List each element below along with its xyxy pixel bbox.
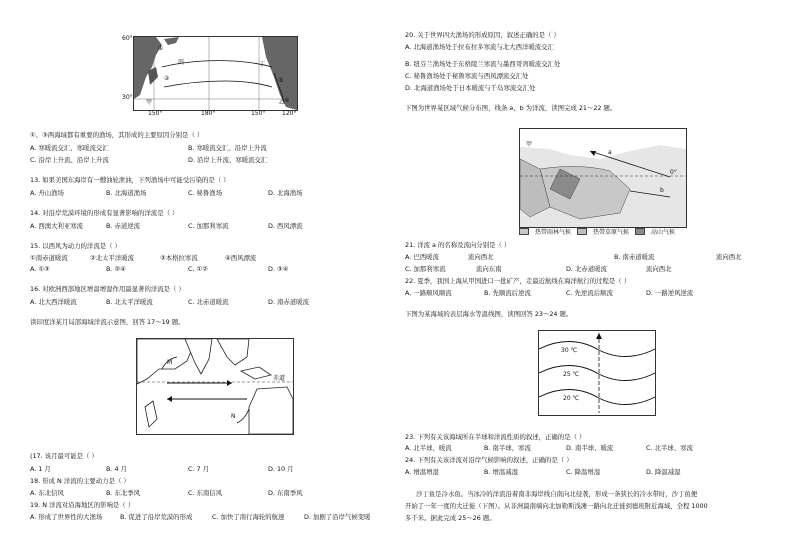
q13-option-c: C. 秘鲁渔场 xyxy=(188,189,223,197)
q19-option-b: B. 促进了沿岸荒漠的形成 xyxy=(120,513,193,521)
q24-option-d: D. 降温减湿 xyxy=(646,468,681,476)
q13-option-a: A. 舟山渔场 xyxy=(30,189,64,197)
isotherm-25: 25 ℃ xyxy=(563,371,580,378)
q23-option-c: C. 北半球、寒流 xyxy=(646,444,693,452)
map3-label-equator: 0° xyxy=(670,169,677,176)
climate-legend xyxy=(519,227,675,235)
q22-option-a: A. 一路顺风顺流 xyxy=(405,289,452,297)
q22-option-c: C. 先逆流后顺流 xyxy=(566,289,613,297)
q16-option-b: B. 北太平洋暖流 xyxy=(106,298,153,306)
q20-option-b: B. 纽芬兰渔场处于东格陵兰寒流与墨西哥湾暖流交汇处 xyxy=(405,60,561,68)
intro-17-19: 读印度洋某月局部海域洋流示意图，回答 17～19 题。 xyxy=(30,318,185,326)
q18-option-d: D. 东南季风 xyxy=(268,489,303,497)
legend-swatch-rainforest xyxy=(519,228,529,235)
q19-option-d: D. 加剧了沿岸气候变暖 xyxy=(304,513,371,521)
q14-stem: 14. 对沿岸荒漠环境的形成有显著影响的洋流是（ ） xyxy=(30,209,179,217)
map2-label-m: M xyxy=(167,359,173,366)
q20-option-d: D. 北海道渔场处于日本暖流与千岛寒流交汇处 xyxy=(405,84,536,92)
q21-option-c-dir: 流向东南 xyxy=(476,265,502,273)
q13-stem: 13. 如果美国东海岸有一艘油轮泄油，下列渔场中可能受污染的是（ ） xyxy=(30,176,230,184)
q21-option-d-dir: 流向西北 xyxy=(646,265,672,273)
q23-option-a: A. 北半球、暖流 xyxy=(405,444,452,452)
map1-label-bing: 丙 xyxy=(178,59,185,66)
intro-23-24: 下图为某海域的表层海水等温线图，读图回答 23～24 题。 xyxy=(405,310,573,318)
q23-stem: 23. 下列有关该海域所在半球和洋流性质的叙述，正确的是（ ） xyxy=(405,433,586,441)
q17-stem: (17. 该月最可能是（ ） xyxy=(30,452,98,460)
map3-label-jia: 甲 xyxy=(526,141,533,148)
q16-option-d: D. 南赤道暖流 xyxy=(268,298,309,306)
q20-stem: 20. 关于世界四大渔场的形成原因，叙述正确的是（ ） xyxy=(405,31,560,39)
q15-option-b: B. ②④ xyxy=(106,265,126,273)
q22-option-d: D. 一路逆风逆流 xyxy=(646,289,694,297)
lon-150w-label: 150° xyxy=(251,110,266,117)
isotherm-drawing xyxy=(539,331,655,415)
q15-option-c: C. ①② xyxy=(188,265,208,273)
pacific-current-map xyxy=(133,36,298,111)
q21-option-b-dir: 流向西北 xyxy=(716,253,742,261)
q21-option-c: C. 加那利寒流 xyxy=(405,265,446,273)
q15-item-2: ②北太平洋暖流 xyxy=(90,254,135,262)
q15-item-1: ①南赤道暖流 xyxy=(30,254,68,262)
climate-map-drawing xyxy=(520,129,686,227)
legend-swatch-savanna xyxy=(577,228,587,235)
isotherm-20: 20 ℃ xyxy=(563,395,580,402)
q19-stem: 19. N 洋流对沿海地区的影响是（ ） xyxy=(30,501,135,509)
map1-label-4: ④ xyxy=(284,97,290,104)
q24-option-b: B. 增温减湿 xyxy=(484,468,519,476)
q24-option-c: C. 降温增湿 xyxy=(566,468,601,476)
lat-30-label: 30° xyxy=(122,94,133,101)
q18-stem: 18. 形成 N 洋流的主要动力是（ ） xyxy=(30,477,130,485)
q16-option-c: C. 北赤道暖流 xyxy=(188,298,229,306)
q19-option-a: A. 形成了世界性的大渔场 xyxy=(30,513,103,521)
q23-option-d: D. 南半球、暖流 xyxy=(566,444,614,452)
q21-option-a-dir: 流向西北 xyxy=(468,253,494,261)
map2-label-equator: 赤道 xyxy=(273,375,286,382)
q12-option-c: C. 沿岸上升流、沿岸上升流 xyxy=(30,156,109,164)
map1-label-ding: 丁 xyxy=(259,61,266,68)
map3-label-b: b xyxy=(660,187,664,194)
map3-label-a: a xyxy=(608,149,612,156)
q13-option-b: B. 北海道渔场 xyxy=(106,189,147,197)
isotherm-map xyxy=(538,330,656,416)
legend-swatch-highland xyxy=(635,228,645,235)
q18-option-b: B. 东北季风 xyxy=(106,489,141,497)
q14-option-c: C. 加那利寒流 xyxy=(188,222,229,230)
q17-option-c: C. 7 月 xyxy=(188,465,210,473)
q17-option-a: A. 1 月 xyxy=(30,465,51,473)
map1-label-3: ③ xyxy=(278,77,284,84)
q22-stem: 22. 夏季，我国上海从甲国进口一批矿产，走最近航线在海洋航行的过程是（ ） xyxy=(405,277,631,285)
climate-region-map xyxy=(519,128,687,228)
lon-180-label: 180° xyxy=(201,110,216,117)
q21-option-a: A. 巴西暖流 xyxy=(405,253,439,261)
q14-option-a: A. 西澳大利亚寒流 xyxy=(30,222,84,230)
sardine-para-line-3: 多千米。据此完成 25～26 题。 xyxy=(405,514,496,522)
lon-120w-label: 120° xyxy=(282,110,297,117)
kamchatka xyxy=(164,37,179,45)
q21-option-d: D. 北赤道暖流 xyxy=(566,265,607,273)
q22-option-b: B. 先顺流后逆流 xyxy=(484,289,531,297)
map1-label-yi: 乙 xyxy=(279,99,286,106)
q19-option-c: C. 加快了南行海轮的航速 xyxy=(212,513,285,521)
legend-rainforest: 热带雨林气候 xyxy=(535,228,572,236)
q21-option-b: B. 南赤道暖流 xyxy=(614,253,655,261)
q21-stem: 21. 洋流 a 的名称及流向分别是（ ） xyxy=(405,241,511,249)
sardine-para-line-2: 开始了一年一度的大迁徙（下图）。从非洲最南端向北加勒斯浅滩一路向北迁徙到德班附近海域，全程 1000 xyxy=(405,502,708,510)
q15-item-3: ③本格拉寒流 xyxy=(160,254,198,262)
q24-stem: 24. 下列有关该洋流对沿岸气候影响的叙述，正确的是（ ） xyxy=(405,456,573,464)
q23-option-b: B. 南半球、寒流 xyxy=(484,444,531,452)
legend-savanna: 热带草原气候 xyxy=(593,228,630,236)
q12-stem: ①、③两海域都有重要的渔场，其形成的主要原因分别是（ ） xyxy=(30,131,204,139)
map1-label-jia: 甲 xyxy=(146,99,153,106)
lat-60-label: 60° xyxy=(122,35,133,42)
q12-option-d: D. 沿岸上升流、寒暖流交汇 xyxy=(188,156,268,164)
q17-option-d: D. 10 月 xyxy=(268,465,294,473)
lon-150e-label: 150° xyxy=(148,110,163,117)
q14-option-d: D. 西风漂流 xyxy=(268,222,303,230)
q17-option-b: B. 4 月 xyxy=(106,465,127,473)
legend-highland: 高山气候 xyxy=(651,228,676,236)
q15-stem: 15. 以西风为动力的洋流是（ ） xyxy=(30,242,121,250)
indian-ocean-drawing xyxy=(137,339,293,434)
q12-option-a: A. 寒暖流交汇、寒暖流交汇 xyxy=(30,144,109,152)
sardine-para-line-1: 沙丁鱼是冷水鱼。当冰冷的洋流沿着南非海岸线自南向北侵袭，形成一条狭长的冷水带时，沙丁鱼便 xyxy=(416,490,698,498)
q13-option-d: D. 北海渔场 xyxy=(268,189,303,197)
q16-stem: 16. 对欧洲西部地区增温增湿作用最显著的洋流是（ ） xyxy=(30,285,185,293)
indian-ocean-map xyxy=(136,338,294,435)
q18-option-a: A. 东北信风 xyxy=(30,489,64,497)
q18-option-c: C. 东南信风 xyxy=(188,489,223,497)
isotherm-30: 30 ℃ xyxy=(561,347,578,354)
q16-option-a: A. 北大西洋暖流 xyxy=(30,298,77,306)
map1-label-1: ① xyxy=(158,45,164,52)
q15-option-a: A. ①③ xyxy=(30,265,50,273)
map2-label-n: N xyxy=(231,413,236,420)
intro-21-22: 下图为世界某区域气候分布图，线条 a、b 为洋流，读图完成 21～22 题。 xyxy=(405,104,617,112)
q15-item-4: ④西风漂流 xyxy=(225,254,257,262)
q20-option-a: A. 北海道渔场处于拉布拉多寒流与北大西洋暖流交汇 xyxy=(405,43,554,51)
q12-option-b: B. 寒暖流交汇、沿岸上升流 xyxy=(188,144,267,152)
q20-option-c: C. 秘鲁渔场处于秘鲁寒流与西风漂流交汇处 xyxy=(405,72,529,80)
map1-label-2: ② xyxy=(164,75,170,82)
q24-option-a: A. 增温增湿 xyxy=(405,468,439,476)
q14-option-b: B. 赤道逆流 xyxy=(106,222,141,230)
q15-option-d: D. ③④ xyxy=(268,265,289,273)
